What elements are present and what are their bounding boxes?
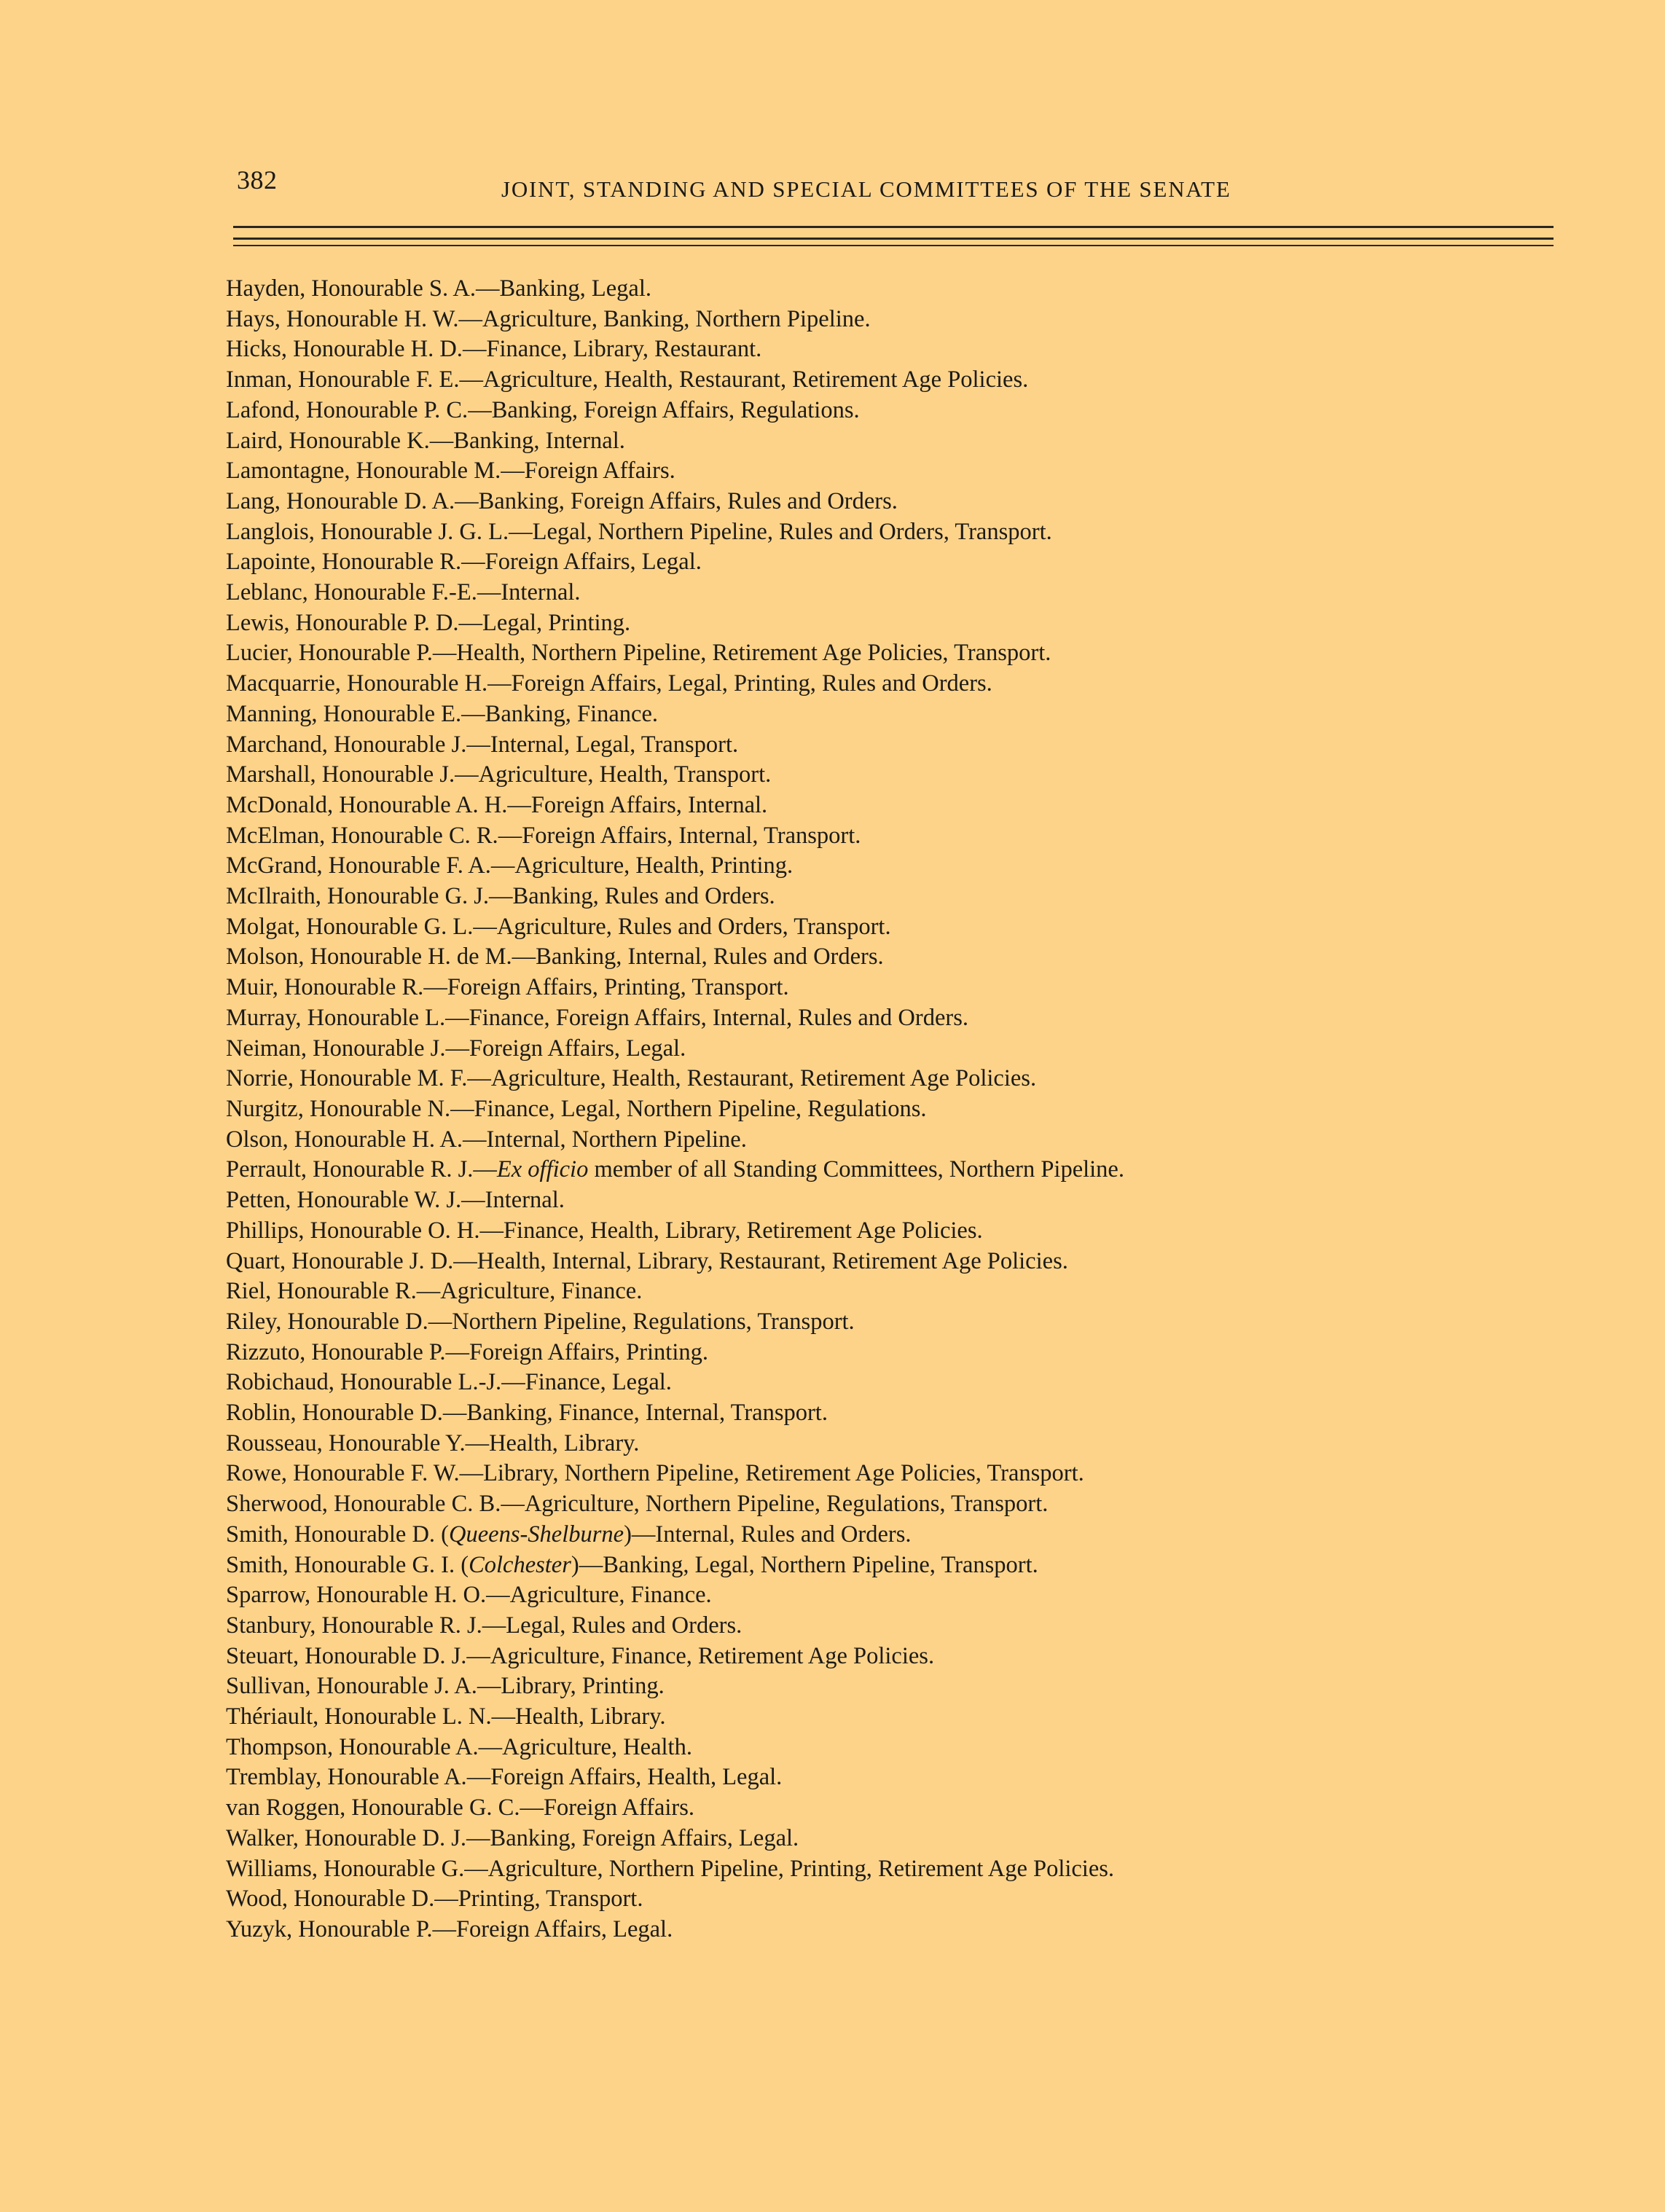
committee-list: Agriculture, Health, Transport. [478,761,772,788]
list-item: Molgat, Honourable G. L.—Agriculture, Rules and Orders, Transport. [226,913,891,940]
senator-name: Macquarrie, Honourable H. [226,670,488,697]
list-item: Manning, Honourable E.—Banking, Finance. [226,700,659,727]
senator-name: Neiman, Honourable J. [226,1035,446,1062]
senator-name: Marchand, Honourable J. [226,731,467,758]
committee-list: Banking, Finance, Internal, Transport. [466,1400,828,1427]
senator-name: Laird, Honourable K. [226,427,430,454]
list-item: Langlois, Honourable J. G. L.—Legal, Northern Pipeline, Rules and Orders, Transport. [226,518,1052,545]
committee-list: Library, Printing. [501,1673,665,1700]
committee-list: Finance, Legal. [525,1369,672,1396]
committee-list: Foreign Affairs, Printing, Transport. [447,974,789,1001]
list-item: Marshall, Honourable J.—Agriculture, Health, Transport. [226,761,772,788]
committee-list: Foreign Affairs, Legal. [469,1035,686,1062]
senator-name: Langlois, Honourable J. G. L. [226,518,509,545]
senator-name: Inman, Honourable F. E. [226,366,460,393]
committee-list: Foreign Affairs, Legal. [485,549,702,576]
list-item: Phillips, Honourable O. H.—Finance, Health, Library, Retirement Age Policies. [226,1217,983,1244]
committee-list: Agriculture, Health, Restaurant, Retirement Age Policies. [490,1065,1037,1092]
senator-name: Leblanc, Honourable F.-E. [226,579,477,606]
committee-list: Agriculture, Finance, Retirement Age Policies. [490,1642,935,1669]
list-item: Hayden, Honourable S. A.—Banking, Legal. [226,275,651,302]
senator-name: Muir, Honourable R. [226,974,424,1001]
senator-name: Petten, Honourable W. J. [226,1187,462,1214]
committee-list: Foreign Affairs, Internal. [530,791,768,818]
committee-list: Finance, Library, Restaurant. [486,336,762,363]
committee-list: Agriculture, Banking, Northern Pipeline. [482,305,871,332]
list-item: Lafond, Honourable P. C.—Banking, Foreign Affairs, Regulations. [226,396,860,423]
list-item: Lucier, Honourable P.—Health, Northern Pipeline, Retirement Age Policies, Transport. [226,640,1051,667]
senator-name: Manning, Honourable E. [226,700,462,727]
committee-list: Internal. [501,579,581,606]
senator-name: Sullivan, Honourable J. A. [226,1673,477,1700]
committee-list: Agriculture, Rules and Orders, Transport. [496,913,891,940]
committee-list: Health, Library. [515,1703,666,1730]
committee-list: Agriculture, Northern Pipeline, Regulations, Transport. [524,1491,1049,1518]
committee-list: Banking, Rules and Orders. [512,883,775,910]
list-item: Yuzyk, Honourable P.—Foreign Affairs, Legal. [226,1915,673,1942]
header-rule-middle [233,238,1554,240]
list-item: Norrie, Honourable M. F.—Agriculture, Health, Restaurant, Retirement Age Policies. [226,1065,1037,1092]
committee-list: Banking, Foreign Affairs, Rules and Orders. [478,487,898,514]
list-item: Smith, Honourable D. (Queens-Shelburne)—Internal, Rules and Orders. [226,1521,912,1548]
committee-list: Finance, Foreign Affairs, Internal, Rules and Orders. [469,1004,968,1031]
senator-name: Riley, Honourable D. [226,1308,428,1335]
list-item: Sullivan, Honourable J. A.—Library, Printing. [226,1673,665,1700]
list-item: Rizzuto, Honourable P.—Foreign Affairs, Printing. [226,1338,708,1365]
list-item: Smith, Honourable G. I. (Colchester)—Banking, Legal, Northern Pipeline, Transport. [226,1551,1038,1578]
list-item: Quart, Honourable J. D.—Health, Internal, Library, Restaurant, Retirement Age Policies. [226,1247,1068,1274]
list-item: Robichaud, Honourable L.-J.—Finance, Legal. [226,1369,672,1396]
committee-list: Foreign Affairs, Internal, Transport. [522,822,861,849]
list-item: Marchand, Honourable J.—Internal, Legal, Transport. [226,731,739,758]
riding-name: Colchester [469,1551,571,1578]
senator-name: Stanbury, Honourable R. J. [226,1612,482,1639]
committee-list: member of all Standing Committees, Northern Pipeline. [588,1156,1124,1183]
senator-name-end: ) [571,1551,579,1578]
list-item: Stanbury, Honourable R. J.—Legal, Rules and Orders. [226,1612,743,1639]
senator-name: Thompson, Honourable A. [226,1733,479,1760]
list-item: Perrault, Honourable R. J.—Ex officio member of all Standing Committees, Northern Pipeline. [226,1156,1124,1183]
committee-list: Banking, Internal. [453,427,625,454]
list-item: Riel, Honourable R.—Agriculture, Finance. [226,1278,643,1305]
committee-list: Internal, Legal, Transport. [490,731,739,758]
senator-name-end: ) [624,1521,632,1548]
list-item: Lang, Honourable D. A.—Banking, Foreign Affairs, Rules and Orders. [226,487,898,514]
committee-list: Printing, Transport. [458,1886,643,1913]
committee-list: Agriculture, Finance. [440,1278,643,1305]
senator-name: Norrie, Honourable M. F. [226,1065,468,1092]
senator-name: Lewis, Honourable P. D. [226,609,459,636]
committee-list: Legal, Northern Pipeline, Rules and Orders, Transport. [532,518,1052,545]
senator-name: Lamontagne, Honourable M. [226,458,501,485]
senator-name: McGrand, Honourable F. A. [226,852,491,879]
committee-list: Banking, Legal, Northern Pipeline, Transport. [603,1551,1038,1578]
committee-list: Legal, Rules and Orders. [506,1612,743,1639]
senator-name: Thériault, Honourable L. N. [226,1703,492,1730]
list-item: Steuart, Honourable D. J.—Agriculture, Finance, Retirement Age Policies. [226,1642,935,1669]
senator-name: Perrault, Honourable R. J. [226,1156,474,1183]
committee-list: Northern Pipeline, Regulations, Transport. [452,1308,855,1335]
list-item: Tremblay, Honourable A.—Foreign Affairs, Health, Legal. [226,1764,783,1791]
senator-name: Roblin, Honourable D. [226,1400,443,1427]
committee-list: Foreign Affairs, Health, Legal. [490,1764,783,1791]
list-item: Lamontagne, Honourable M.—Foreign Affairs. [226,458,675,485]
list-item: Roblin, Honourable D.—Banking, Finance, Internal, Transport. [226,1400,828,1427]
senator-name: van Roggen, Honourable G. C. [226,1795,520,1821]
senator-name: Yuzyk, Honourable P. [226,1915,433,1942]
list-item: McDonald, Honourable A. H.—Foreign Affairs, Internal. [226,791,768,818]
committee-list: Finance, Legal, Northern Pipeline, Regulations. [474,1095,927,1122]
list-item: Riley, Honourable D.—Northern Pipeline, Regulations, Transport. [226,1308,855,1335]
senator-name: Rowe, Honourable F. W. [226,1460,460,1487]
list-item: Lapointe, Honourable R.—Foreign Affairs, Legal. [226,549,702,576]
senator-name: Molson, Honourable H. de M. [226,944,512,970]
committee-list: Agriculture, Health, Printing. [514,852,794,879]
list-item: Rousseau, Honourable Y.—Health, Library. [226,1429,640,1456]
committee-list: Foreign Affairs. [524,458,675,485]
senator-name: Lapointe, Honourable R. [226,549,462,576]
committee-list: Internal, Rules and Orders. [655,1521,912,1548]
list-item: Thompson, Honourable A.—Agriculture, Health. [226,1733,692,1760]
list-item: Leblanc, Honourable F.-E.—Internal. [226,579,581,606]
senator-name: Smith, Honourable D. ( [226,1521,450,1548]
committee-list: Banking, Internal, Rules and Orders. [536,944,884,970]
list-item: Nurgitz, Honourable N.—Finance, Legal, Northern Pipeline, Regulations. [226,1095,927,1122]
senator-name: McIlraith, Honourable G. J. [226,883,490,910]
senator-name: Rousseau, Honourable Y. [226,1429,466,1456]
list-item: Murray, Honourable L.—Finance, Foreign Affairs, Internal, Rules and Orders. [226,1004,968,1031]
senator-name: Lafond, Honourable P. C. [226,396,469,423]
list-item: McElman, Honourable C. R.—Foreign Affairs, Internal, Transport. [226,822,861,849]
committee-list: Banking, Foreign Affairs, Regulations. [491,396,860,423]
riding-name: Queens-Shelburne [449,1521,624,1548]
senator-name: Sherwood, Honourable C. B. [226,1491,501,1518]
committee-list: Foreign Affairs, Legal. [455,1915,673,1942]
committee-list: Foreign Affairs, Printing. [469,1338,708,1365]
senator-name: Walker, Honourable D. J. [226,1824,467,1851]
list-item: Rowe, Honourable F. W.—Library, Northern Pipeline, Retirement Age Policies, Transport. [226,1460,1084,1487]
senator-name: Smith, Honourable G. I. ( [226,1551,469,1578]
list-item: Neiman, Honourable J.—Foreign Affairs, Legal. [226,1035,686,1062]
committee-list: Banking, Finance. [485,700,659,727]
list-item: Walker, Honourable D. J.—Banking, Foreign Affairs, Legal. [226,1824,799,1851]
committee-list: Library, Northern Pipeline, Retirement Age Policies, Transport. [483,1460,1084,1487]
page-number: 382 [237,165,278,195]
senator-name: Sparrow, Honourable H. O. [226,1582,487,1609]
senator-name: Olson, Honourable H. A. [226,1126,463,1153]
senator-name: Nurgitz, Honourable N. [226,1095,451,1122]
list-item: Thériault, Honourable L. N.—Health, Library. [226,1703,666,1730]
committee-list: Agriculture, Health, Restaurant, Retirement Age Policies. [483,366,1029,393]
list-item: Lewis, Honourable P. D.—Legal, Printing. [226,609,631,636]
senator-name: McElman, Honourable C. R. [226,822,498,849]
header-rule-bottom [233,245,1554,246]
ex-officio-label: Ex officio [496,1156,589,1183]
list-item: Wood, Honourable D.—Printing, Transport. [226,1886,643,1913]
senator-name: Steuart, Honourable D. J. [226,1642,467,1669]
list-item: Inman, Honourable F. E.—Agriculture, Health, Restaurant, Retirement Age Policies. [226,366,1029,393]
list-item: Petten, Honourable W. J.—Internal. [226,1187,565,1214]
list-item: Laird, Honourable K.—Banking, Internal. [226,427,625,454]
senator-name: Hicks, Honourable H. D. [226,336,463,363]
senator-name: McDonald, Honourable A. H. [226,791,508,818]
senator-name: Tremblay, Honourable A. [226,1764,467,1791]
committee-list: Banking, Legal. [499,275,651,302]
committee-list: Foreign Affairs, Legal, Printing, Rules and Orders. [511,670,992,697]
list-item: Williams, Honourable G.—Agriculture, Northern Pipeline, Printing, Retirement Age Policies. [226,1855,1115,1882]
senator-name: Hayden, Honourable S. A. [226,275,476,302]
committee-list: Health, Library. [489,1429,640,1456]
list-item: Olson, Honourable H. A.—Internal, Northern Pipeline. [226,1126,747,1153]
committee-list: Legal, Printing. [482,609,631,636]
committee-list: Banking, Foreign Affairs, Legal. [490,1824,799,1851]
senator-name: Rizzuto, Honourable P. [226,1338,446,1365]
committee-list: Foreign Affairs. [543,1795,694,1821]
list-item: van Roggen, Honourable G. C.—Foreign Affairs. [226,1795,694,1821]
senator-name: Riel, Honourable R. [226,1278,417,1305]
senator-name: Hays, Honourable H. W. [226,305,459,332]
senator-name: Molgat, Honourable G. L. [226,913,474,940]
senator-name: Williams, Honourable G. [226,1855,465,1882]
senator-committee-list [226,274,1581,1945]
senator-name: Robichaud, Honourable L.-J. [226,1369,502,1396]
senator-name: Murray, Honourable L. [226,1004,446,1031]
committee-list: Finance, Health, Library, Retirement Age Policies. [503,1217,983,1244]
senator-name: Wood, Honourable D. [226,1886,435,1913]
header-rule-top [233,226,1554,228]
list-item: Molson, Honourable H. de M.—Banking, Internal, Rules and Orders. [226,944,884,970]
committee-list: Agriculture, Health. [502,1733,692,1760]
list-item: McGrand, Honourable F. A.—Agriculture, Health, Printing. [226,852,794,879]
committee-list: Agriculture, Northern Pipeline, Printing, Retirement Age Policies. [487,1855,1115,1882]
list-item: Hicks, Honourable H. D.—Finance, Library, Restaurant. [226,336,762,363]
senator-name: Lucier, Honourable P. [226,640,433,667]
list-item: Sparrow, Honourable H. O.—Agriculture, Finance. [226,1582,712,1609]
committee-list: Health, Northern Pipeline, Retirement Age Policies, Transport. [456,640,1051,667]
list-item: Sherwood, Honourable C. B.—Agriculture, Northern Pipeline, Regulations, Transport. [226,1491,1049,1518]
list-item: Macquarrie, Honourable H.—Foreign Affairs, Legal, Printing, Rules and Orders. [226,670,992,697]
list-item: McIlraith, Honourable G. J.—Banking, Rules and Orders. [226,883,775,910]
senator-name: Phillips, Honourable O. H. [226,1217,480,1244]
senator-name: Marshall, Honourable J. [226,761,455,788]
senator-name: Quart, Honourable J. D. [226,1247,454,1274]
committee-list: Health, Internal, Library, Restaurant, Retirement Age Policies. [477,1247,1068,1274]
list-item: Hays, Honourable H. W.—Agriculture, Banking, Northern Pipeline. [226,305,871,332]
running-head: JOINT, STANDING AND SPECIAL COMMITTEES OF THE SENATE [501,176,1231,202]
senator-name: Lang, Honourable D. A. [226,487,455,514]
committee-list: Internal. [485,1187,565,1214]
committee-list: Agriculture, Finance. [509,1582,712,1609]
list-item: Muir, Honourable R.—Foreign Affairs, Printing, Transport. [226,974,789,1001]
committee-list: Internal, Northern Pipeline. [486,1126,747,1153]
